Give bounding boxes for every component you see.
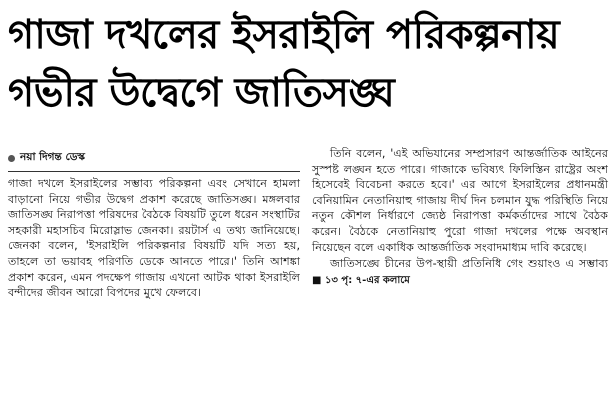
article-body <box>8 146 608 404</box>
right-paragraph-2 <box>312 256 608 288</box>
bullet-icon <box>8 155 15 162</box>
right-paragraph-1: তিনি বলেন, 'এই অভিযানের সম্প্রসারণ আন্তর্জাতিক আইনের সুস্পষ্ট লঙ্ঘন হতে পারে। গাজাকে ভবিষ্যৎ ফিলিস্তিন রাষ্ট্রের অংশ হিসেবেই বিবেচনা করতে হবে।' এর আগে ইসরাইলের প্রধানমন্ত্রী বেনিয়ামিন নেতানিয়াহু গাজায় দীর্ঘ দিন চলমান যুদ্ধ পরিস্থিতি নিয়ে নতুন কৌশল নির্ধারণে জ্যেষ্ঠ নিরাপত্তা কর্মকর্তাদের সাথে বৈঠক করেন। বৈঠকে নেতানিয়াহু পুরো গাজা দখলের পক্ষে অবস্থান নিয়েছেন বলে একাধিক আন্তর্জাতিক সংবাদমাধ্যম দাবি করেছে। <box>312 147 608 254</box>
right-column <box>312 146 608 288</box>
continuation-marker: ■ ১৩ পৃ: ৭-এর কলামে <box>312 274 410 286</box>
headline <box>8 6 608 122</box>
byline <box>8 150 300 166</box>
byline-text: নয়া দিগন্ত ডেস্ক <box>20 150 85 163</box>
continuation-text: ১৩ পৃ: ৭-এর কলামে <box>324 274 410 286</box>
left-paragraph: গাজা দখলে ইসরাইলের সম্ভাব্য পরিকল্পনা এবং সেখানে হামলা বাড়ানো নিয়ে গভীর উদ্বেগ প্রকাশ করেছে জাতিসঙ্ঘ। মঙ্গলবার জাতিসঙ্ঘ নিরাপত্তা পরিষদের বৈঠকে বিষয়টি তুলে ধরেন সংস্থাটির সহকারী মহাসচিব মিরোস্লাভ জেনকা। রয়টার্স এ তথ্য জানিয়েছে। জেনকা বলেন, 'ইসরাইলি পরিকল্পনার বিষয়টি যদি সত্য হয়, তাহলে তা ভয়াবহ পরিণতি ডেকে আনতে পারে।' তিনি আশঙ্কা প্রকাশ করেন, এমন পদক্ষেপ গাজায় এখনো আটক থাকা ইসরাইলি বন্দীদের জীবন আরো বিপদের মুখে ফেলবে। <box>8 177 300 300</box>
left-column <box>8 146 300 301</box>
headline-line-2: গভীর উদ্বেগে জাতিসঙ্ঘ <box>8 70 395 116</box>
byline-divider <box>8 171 300 172</box>
headline-line-1: গাজা দখলের ইসরাইলি পরিকল্পনায় <box>8 12 560 58</box>
right-paragraph-2-text: জাতিসঙ্ঘে চীনের উপ-স্থায়ী প্রতিনিধি গেং শুয়াংও এ সম্ভাব্য <box>330 257 608 271</box>
